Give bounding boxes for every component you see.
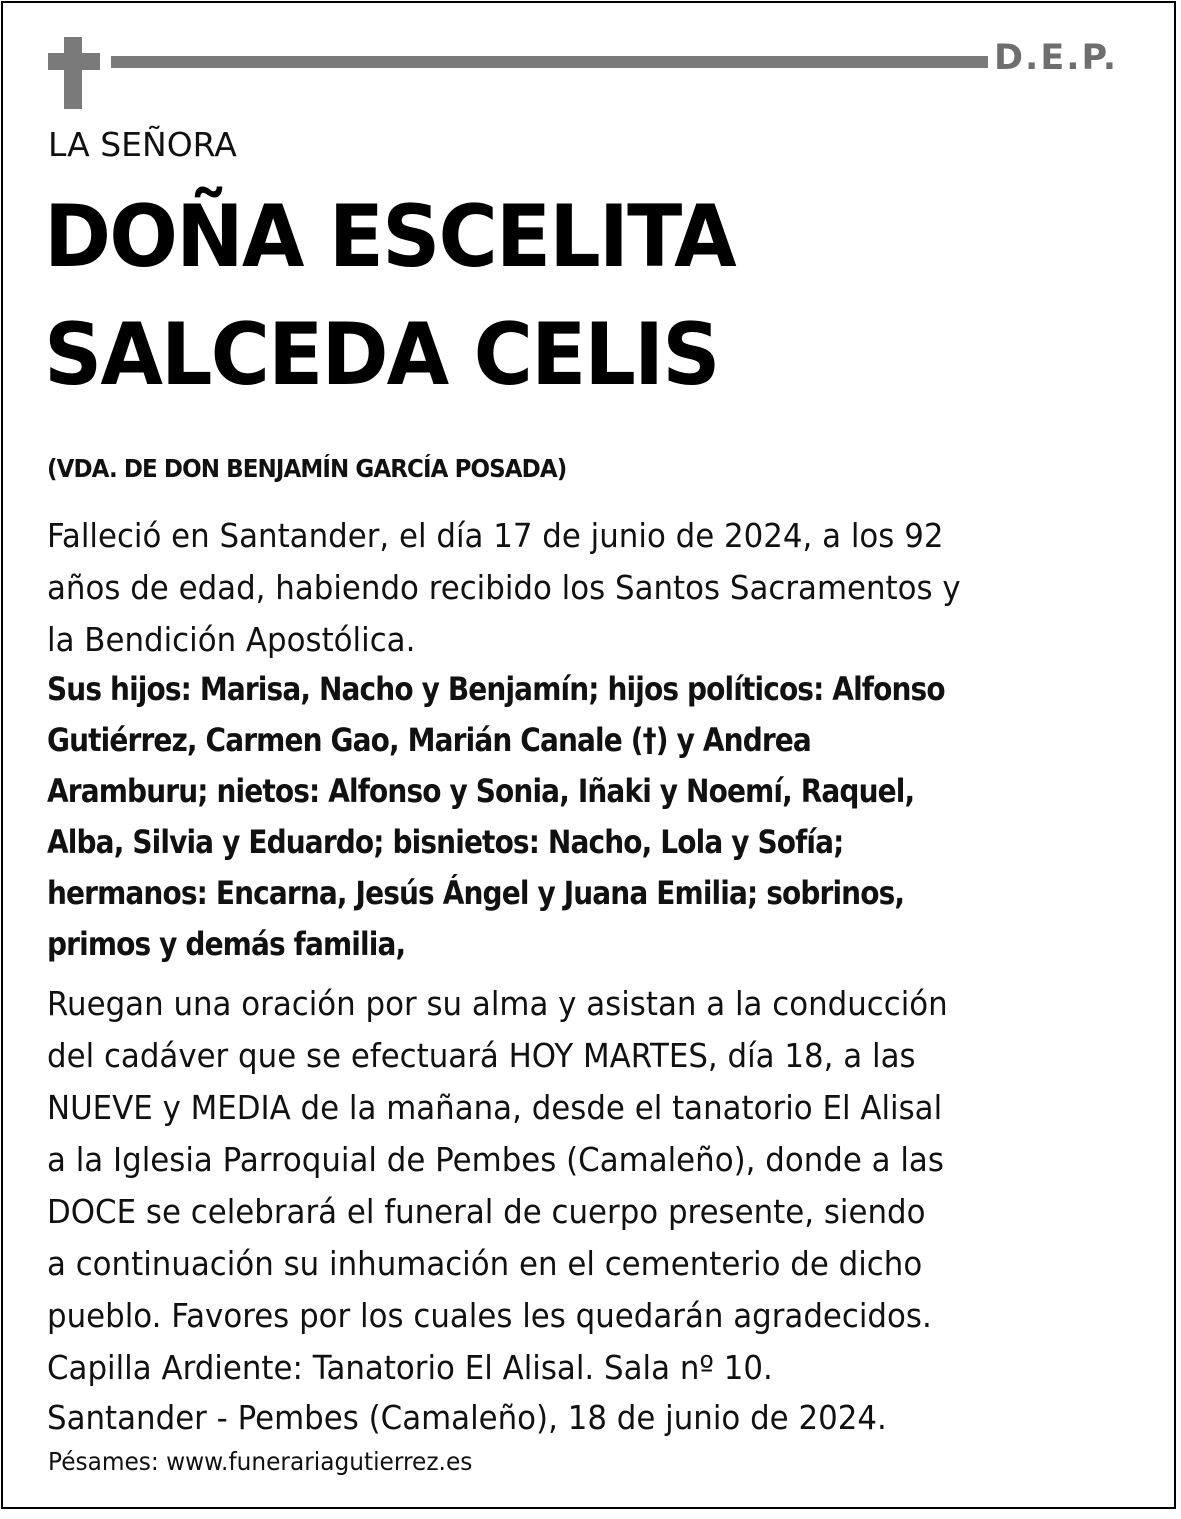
text-line: Falleció en Santander, el día 17 de junio de 2024, a los 92 (47, 516, 944, 555)
text-line: Ruegan una oración por su alma y asistan a la conducción (47, 984, 948, 1023)
death-announcement (47, 510, 961, 666)
header-rule (111, 56, 988, 68)
text-line: DOCE se celebrará el funeral de cuerpo presente, siendo (47, 1192, 926, 1231)
funeral-details (47, 978, 948, 1394)
salutation: LA SEÑORA (48, 125, 237, 164)
text-line: Gutiérrez, Carmen Gao, Marián Canale (†) y Andrea (47, 721, 811, 759)
place-and-date (47, 1392, 887, 1444)
latin-cross-icon (48, 37, 100, 109)
deceased-name-line: DOÑA ESCELITA (44, 187, 735, 287)
text-line: años de edad, habiendo recibido los Santos Sacramentos y (47, 568, 961, 607)
text-line: a la Iglesia Parroquial de Pembes (Camaleño), donde a las (47, 1140, 944, 1179)
dep-label: D.E.P. (994, 38, 1119, 78)
text-line: hermanos: Encarna, Jesús Ángel y Juana Emilia; sobrinos, (47, 874, 905, 912)
widow-of-line: (VDA. DE DON BENJAMÍN GARCÍA POSADA) (47, 454, 567, 483)
text-line: a continuación su inhumación en el cementerio de dicho (47, 1244, 923, 1283)
condolences-website: Pésames: www.funerariagutierrez.es (48, 1447, 473, 1476)
deceased-name (44, 178, 735, 414)
cross-horizontal-bar (48, 53, 100, 70)
text-line: Sus hijos: Marisa, Nacho y Benjamín; hijos políticos: Alfonso (47, 670, 945, 708)
cross-vertical-bar (64, 37, 82, 109)
text-line: la Bendición Apostólica. (47, 620, 416, 659)
family-list (47, 664, 945, 970)
text-line: Alba, Silvia y Eduardo; bisnietos: Nacho, Lola y Sofía; (47, 823, 844, 861)
text-line: NUEVE y MEDIA de la mañana, desde el tanatorio El Alisal (47, 1088, 943, 1127)
text-line: Santander - Pembes (Camaleño), 18 de junio de 2024. (47, 1398, 887, 1437)
text-line: Capilla Ardiente: Tanatorio El Alisal. Sala nº 10. (47, 1348, 773, 1387)
text-line: primos y demás familia, (47, 925, 406, 963)
text-line: del cadáver que se efectuará HOY MARTES, día 18, a las (47, 1036, 916, 1075)
text-line: pueblo. Favores por los cuales les quedarán agradecidos. (47, 1296, 932, 1335)
deceased-name-line: SALCEDA CELIS (44, 305, 719, 405)
text-line: Aramburu; nietos: Alfonso y Sonia, Iñaki y Noemí, Raquel, (47, 772, 915, 810)
